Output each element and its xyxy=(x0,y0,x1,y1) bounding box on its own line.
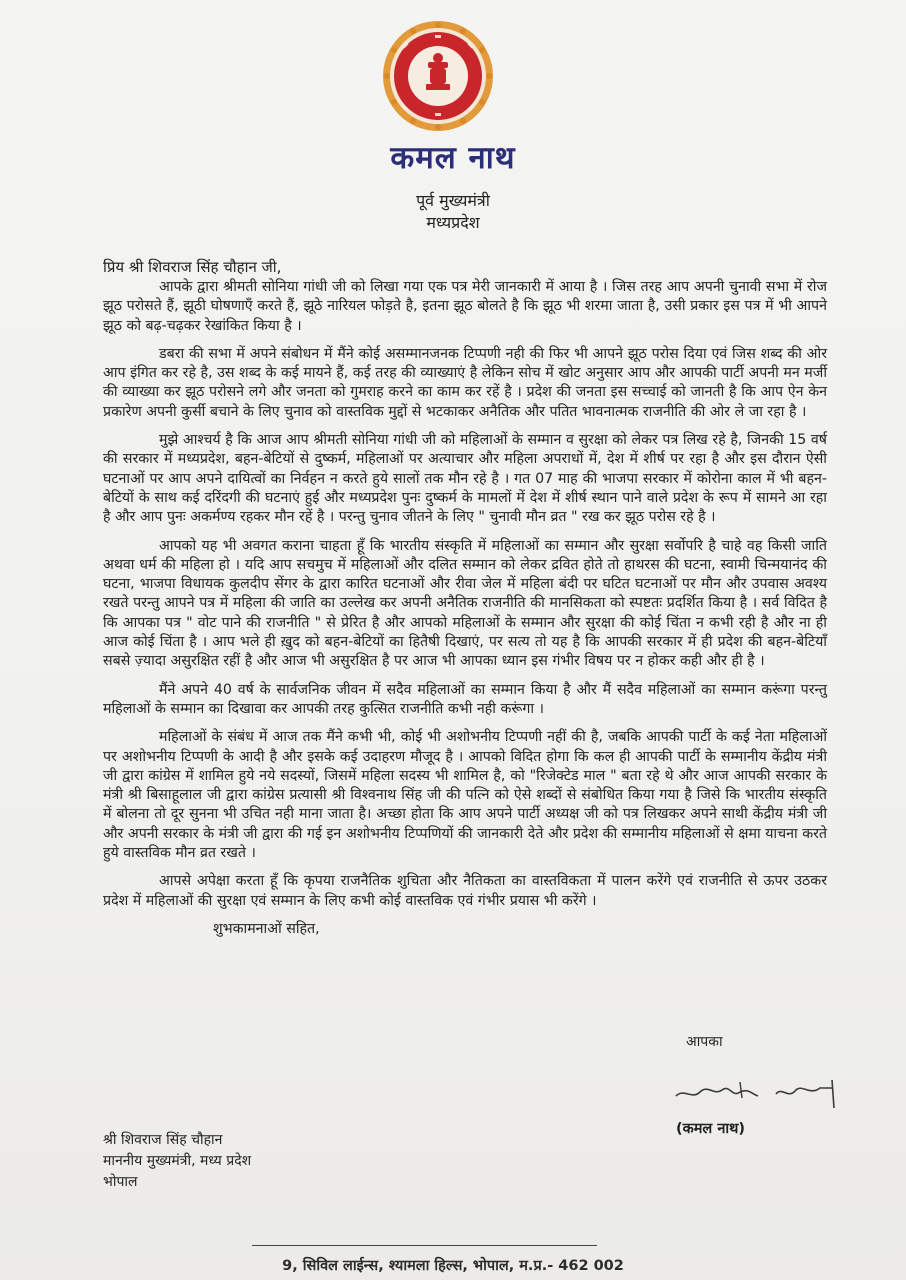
closing-greeting: शुभकामनाओं सहित, xyxy=(213,920,320,937)
paragraph-4: आपको यह भी अवगत कराना चाहता हूँ कि भारतीय संस्कृति में महिलाओं का सम्मान और सुरक्षा सर्वोपरि है चाहे वह किसी जाति अथवा धर्म की महिला हो । यदि आप सचमुच में महिलाओं और दलित सम्मान को लेकर द्रवित होते तो हाथरस की घटना, स्वामी चिन्मयानंद की घटना, भाजपा विधायक कुलदीप सेंगर के द्वारा कारित घटनाओं और रीवा जेल में महिला बंदी पर घटित घटनाओं पर मौन और उपवास अवश्य रखते परन्तु आपने पत्र में महिला की जाति का उल्लेख कर अपनी अनैतिक राजनीति की मानसिकता को स्पष्टतः प्रदर्शित किया है । सर्व विदित है कि आपका पत्र " वोट पाने की राजनीति " से प्रेरित है और आपको महिलाओं के सम्मान और सुरक्षा की कोई चिंता न कभी रही है और ना ही आज कोई चिंता है । आप भले ही ख़ुद को बहन-बेटियों का हितैषी दिखाएं, पर सत्य तो यह है कि आपकी सरकार में ही प्रदेश की बहन-बेटियाँ सबसे ज़्यादा असुरक्षित रहीं है और आज भी असुरक्षित है पर आज भी आपका ध्यान इस गंभीर विषय पर न होकर कही और ही है । xyxy=(103,537,827,670)
footer-divider xyxy=(252,1245,597,1246)
signatory-name: (कमल नाथ) xyxy=(676,1121,746,1137)
recipient-address xyxy=(103,1130,251,1193)
designation-title: पूर्व मुख्यमंत्री xyxy=(416,191,490,210)
handwritten-signature xyxy=(670,1074,850,1114)
letterhead-name: कमल नाथ xyxy=(390,140,516,176)
paragraph-7: आपसे अपेक्षा करता हूँ कि कृपया राजनैतिक शुचिता और नैतिकता का वास्तविकता में पालन करेंगे एवं राजनीति से ऊपर उठकर प्रदेश में महिलाओं की सुरक्षा एवं सम्मान के लिए कभी कोई वास्तविक एवं गंभीर प्रयास भी करेंगे । xyxy=(103,873,827,909)
state-emblem-seal xyxy=(382,20,494,132)
paragraph-5: मैंने अपने 40 वर्ष के सार्वजनिक जीवन में सदैव महिलाओं का सम्मान किया है और मैं सदैव महिलाओं का सम्मान करूंगा परन्तु महिलाओं के सम्मान का दिखावा कर आपकी तरह कुत्सित राजनीति कभी नही करूंगा । xyxy=(103,681,827,717)
paragraph-2: डबरा की सभा में अपने संबोधन में मैंने कोई असम्मानजनक टिप्पणी नही की फिर भी आपने झूठ परोस दिया एवं जिस शब्द की ओर आप इंगित कर रहे है, उस शब्द के कई मायने हैं, कई तरह की व्याख्याएं है लेकिन सोच में खोट अनुसार आप और आपकी पार्टी अपनी मन मर्जी की व्याख्या कर झूठ परोसने लगे और जनता को गुमराह करने का काम कर रहें है । प्रदेश की जनता इस सच्चाई को जानती है कि आप ऐन केन प्रकारेण अपनी कुर्सी बचाने के लिए चुनाव को वास्तविक मुद्दों से भटकाकर अनैतिक और पतित भावनात्मक राजनीति की ओर ले जा रहा है । xyxy=(103,345,827,420)
paragraph-3: मुझे आश्चर्य है कि आज आप श्रीमती सोनिया गांधी जी को महिलाओं के सम्मान व सुरक्षा को लेकर पत्र लिख रहे है, जिनकी 15 वर्ष की सरकार में मध्यप्रदेश, बहन-बेटियों से दुष्कर्म, महिलाओं पर अत्याचार और महिला अपराधों में, देश में शीर्ष पर रहा है और इस दौरान ऐसी घटनाओं पर आप अपने दायित्वों का निर्वहन न करते हुये सालों तक मौन रहे है । गत 07 माह की भाजपा सरकार में कोरोना काल में भी बहन-बेटियों के साथ कई दरिंदगी की घटनाएं हुई और मध्यप्रदेश पुनः दुष्कर्म के मामलों में देश में शीर्ष स्थान पाने वाले प्रदेश के रूप में सामने आ रहा है और आप पुनः अकर्मण्य रहकर मौन रहें है । परन्तु चुनाव जीतने के लिए " चुनावी मौन व्रत " रख कर झूठ परोस रहे है । xyxy=(103,432,827,526)
letterhead-designation xyxy=(0,190,906,234)
salutation: प्रिय श्री शिवराज सिंह चौहान जी, xyxy=(103,258,282,276)
paragraph-6: महिलाओं के संबंध में आज तक मैंने कभी भी, कोई भी अशोभनीय टिप्पणी नहीं की है, जबकि आपकी पार्टी के कई नेता महिलाओं पर अशोभनीय टिप्पणी के आदी है और इसके कई उदाहरण मौजूद है । आपको विदित होगा कि कल ही आपकी पार्टी के सम्मानीय केंद्रीय मंत्री जी द्वारा कांग्रेस में शामिल हुये नये सदस्यों, जिसमें महिला सदस्य भी शामिल है, को "रिजेक्टेड माल " बता रहे थे और आज आपकी सरकार के मंत्री श्री बिसाहूलाल जी द्वारा कांग्रेस प्रत्यासी श्री विश्वनाथ सिंह जी की पत्नि को ऐसे शब्दों से संबोधित किया गया है जिसे कि भारतीय संस्कृति में बोलना तो दूर सुनना भी उचित नही माना जाता है। अच्छा होता कि आप अपने पार्टी अध्यक्ष जी को पत्र लिखकर अपने साथी केंद्रीय मंत्री जी और अपनी सरकार के मंत्री जी द्वारा की गई इन अशोभनीय टिप्पणियों की जानकारी देते और प्रदेश की सम्मानीय महिलाओं से क्षमा याचना करते हुये वास्तविक मौन व्रत रखते । xyxy=(103,729,827,862)
recipient-name: श्री शिवराज सिंह चौहान xyxy=(103,1132,223,1148)
designation-state: मध्यप्रदेश xyxy=(426,213,480,232)
yours-label: आपका xyxy=(686,1034,723,1050)
recipient-city: भोपाल xyxy=(103,1174,138,1190)
footer-address: 9, सिविल लाईन्स, श्यामला हिल्स, भोपाल, म.प्र.- 462 002 xyxy=(282,1258,624,1274)
letter-body xyxy=(103,278,827,939)
paragraph-1: आपके द्वारा श्रीमती सोनिया गांधी जी को लिखा गया एक पत्र मेरी जानकारी में आया है । जिस तरह आप अपनी चुनावी सभा में रोज झूठ परोसते हैं, झूठी घोषणाएँ करते हैं, झूठे नारियल फोड़ते है, इतना झूठ बोलते है कि झूठ भी शरमा जाता है, उसी प्रकार इस पत्र में भी आपने झूठ को बढ़-चढ़कर रेखांकित किया है । xyxy=(103,279,827,334)
recipient-title: माननीय मुख्यमंत्री, मध्य प्रदेश xyxy=(103,1153,252,1169)
